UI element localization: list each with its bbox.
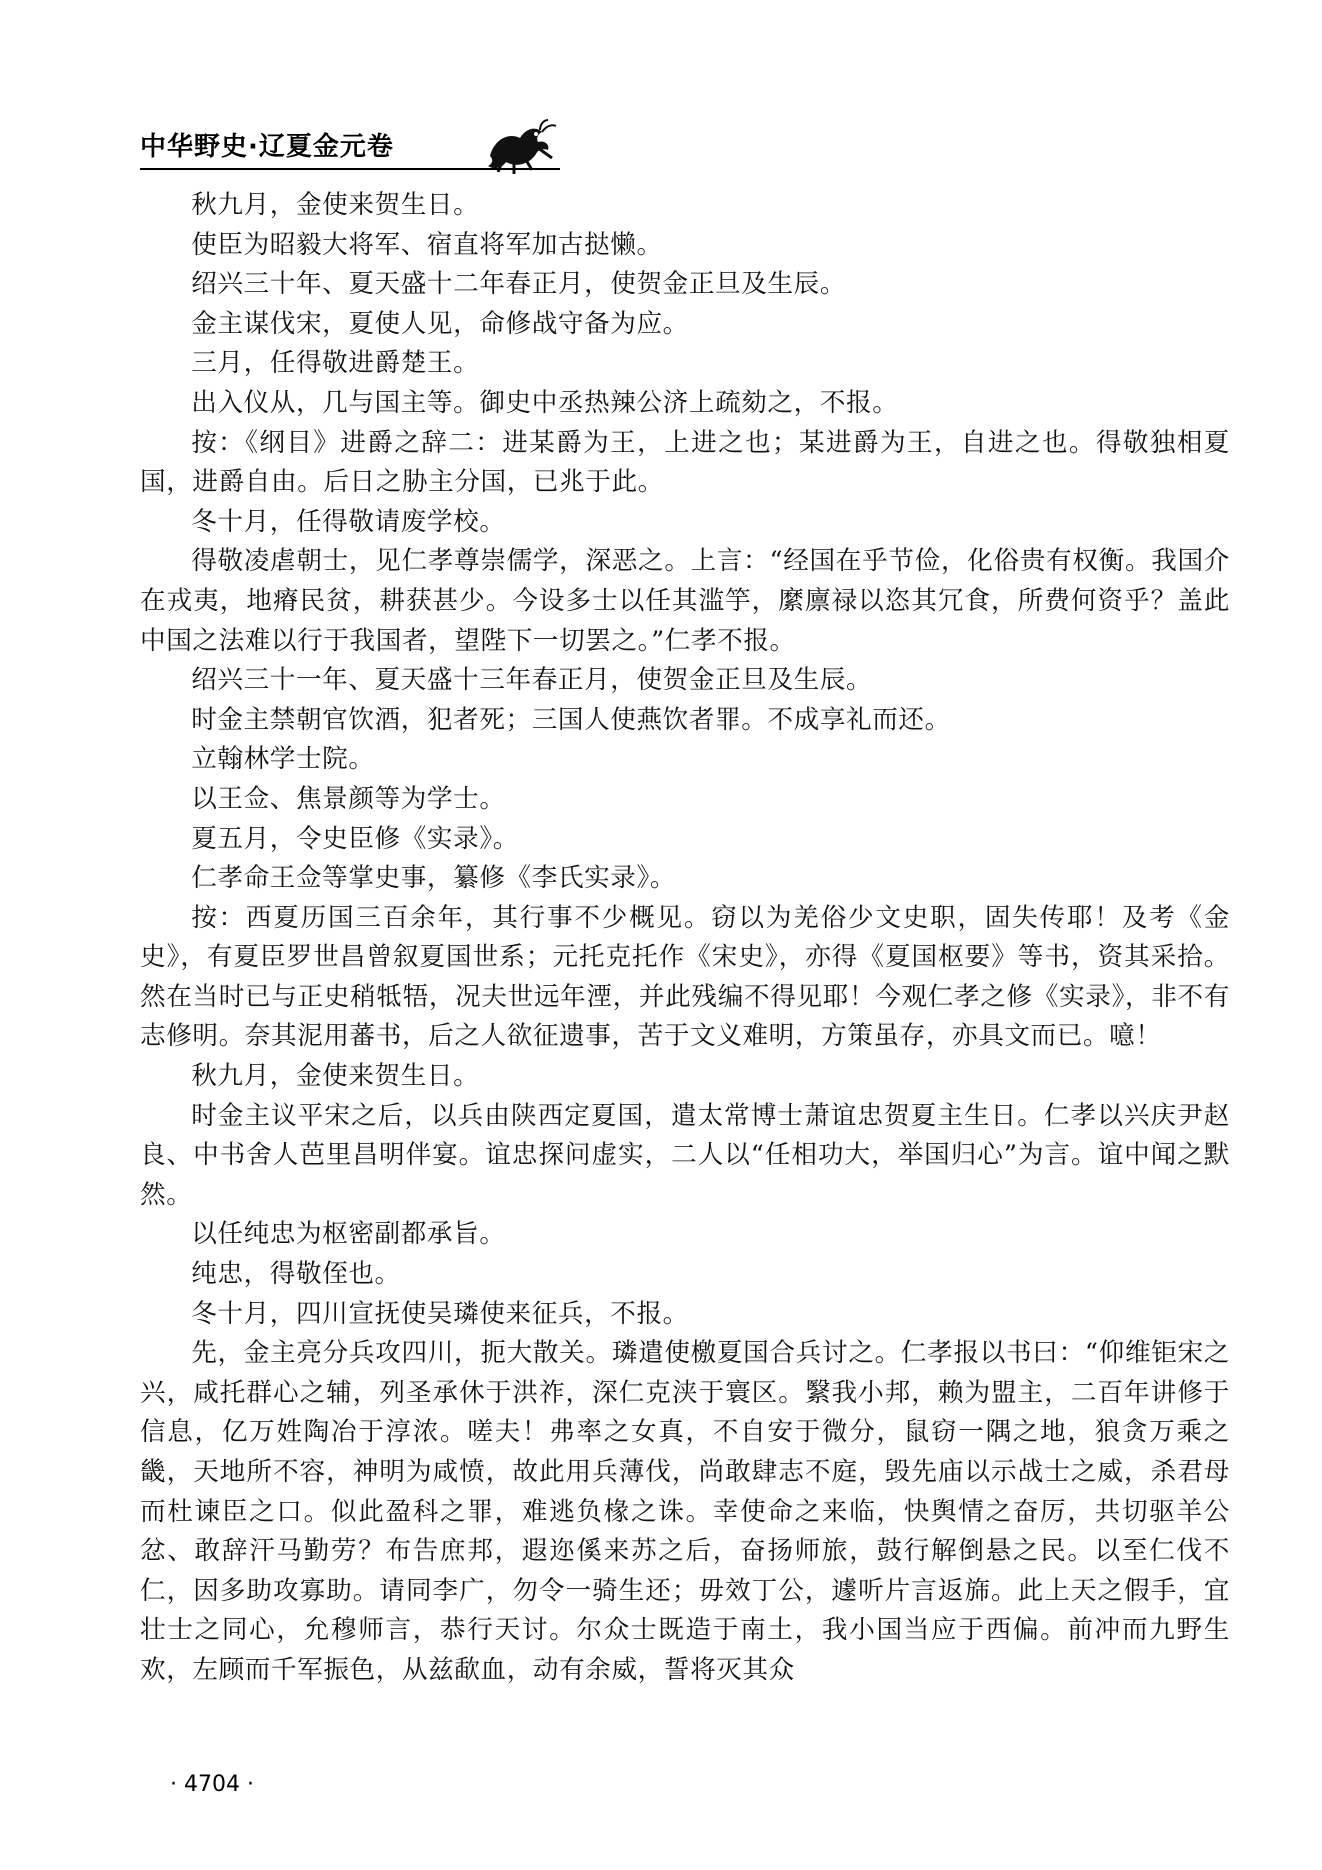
paragraph: 按：西夏历国三百余年，其行事不少概见。窃以为羌俗少文史职，固失传耶！及考《金史》，有夏臣罗世昌曾叙夏国世系；元托克托作《宋史》，亦得《夏国枢要》等书，资其采拾。然在当时已与正史稍牴牾，况夫世远年湮，并此残编不得见耶！今观仁孝之修《实录》，非不有志修明。奈其泥用蕃书，后之人欲征遗事，苦于文义难明，方策虽存，亦具文而已。噫！: [140, 902, 1230, 1052]
running-header: [140, 118, 560, 178]
paragraph: 绍兴三十一年、夏天盛十三年春正月，使贺金正旦及生辰。: [191, 665, 873, 696]
paragraph: 纯忠，得敬侄也。: [191, 1259, 401, 1290]
paragraph: 先，金主亮分兵攻四川，扼大散关。璘遣使檄夏国合兵讨之。仁孝报以书曰：“仰维钜宋之兴，咸托群心之辅，列圣承休于洪祚，深仁克浃于寰区。繄我小邦，赖为盟主，二百年讲修于信息，亿万姓陶冶于淳浓。嗟夫！弗率之女真，不自安于微分，鼠窃一隅之地，狼贪万乘之畿，天地所不容，神明为咸愤，故此用兵薄伐，尚敢肆志不庭，毁先庙以示战士之威，杀君母而杜谏臣之口。似此盈科之罪，难逃负椽之诛。幸使命之来临，快舆情之奋厉，共切驱羊公忿、敢辞汗马勤劳？布告庶邦，遐迩傒来苏之后，奋扬师旅，鼓行解倒悬之民。以至仁伐不仁，因多助攻寡助。请同李广，勿令一骑生还；毋效丁公，遽听片言返旆。此上天之假手，宜壮士之同心，允穆师言，恭行天讨。尔众士既造于南土，我小国当应于西偏。前冲而九野生欢，左顾而千军振色，从兹歃血，动有余威，誓将灭其众: [140, 1338, 1230, 1685]
paragraph: 金主谋伐宋，夏使人见，命修战守备为应。: [191, 308, 689, 339]
body-text: [140, 186, 1230, 1691]
paragraph: 得敬凌虐朝士，见仁孝尊崇儒学，深恶之。上言：“经国在乎节俭，化俗贵有权衡。我国介在戎夷，地瘠民贫，耕获甚少。今设多士以任其滥竽，縻廪禄以恣其冗食，所费何资乎？盖此中国之法难以行于我国者，望陛下一切罢之。”仁孝不报。: [140, 546, 1230, 656]
paragraph: 时金主禁朝官饮酒，犯者死；三国人使燕饮者罪。不成享礼而还。: [191, 704, 951, 735]
paragraph: 秋九月，金使来贺生日。: [191, 190, 480, 220]
paragraph: 秋九月，金使来贺生日。: [191, 1061, 480, 1092]
paragraph: 三月，任得敬进爵楚王。: [191, 348, 480, 379]
paragraph: 使臣为昭毅大将军、宿直将军加古挞懒。: [191, 229, 663, 260]
paragraph: 夏五月，令史臣修《实录》。: [191, 823, 519, 854]
paragraph: 冬十月，任得敬请废学校。: [191, 506, 506, 537]
paragraph: 以任纯忠为枢密副都承旨。: [191, 1219, 506, 1250]
paragraph: 仁孝命王佥等掌史事，纂修《李氏实录》。: [191, 863, 677, 894]
paragraph: 出入仪从，几与国主等。御史中丞热辣公济上疏劾之，不报。: [191, 387, 899, 418]
header-rule: [140, 168, 560, 170]
page-number: · 4704 ·: [170, 1772, 254, 1797]
paragraph: 按：《纲目》进爵之辞二：进某爵为王，上进之也；某进爵为王，自进之也。得敬独相夏国，进爵自由。后日之胁主分国，已兆于此。: [140, 427, 1230, 498]
book-title: 中华野史·辽夏金元卷: [140, 132, 394, 162]
paragraph: 立翰林学士院。: [191, 744, 375, 775]
paragraph: 时金主议平宋之后，以兵由陕西定夏国，遣太常博士萧谊忠贺夏主生日。仁孝以兴庆尹赵良、中书舍人芭里昌明伴宴。谊忠探问虚实，二人以“任相功大，举国归心”为言。谊中闻之默然。: [140, 1100, 1230, 1210]
paragraph: 冬十月，四川宣抚使吴璘使来征兵，不报。: [191, 1298, 689, 1329]
paragraph: 以王佥、焦景颜等为学士。: [191, 783, 506, 814]
paragraph: 绍兴三十年、夏天盛十二年春正月，使贺金正旦及生辰。: [191, 269, 847, 300]
